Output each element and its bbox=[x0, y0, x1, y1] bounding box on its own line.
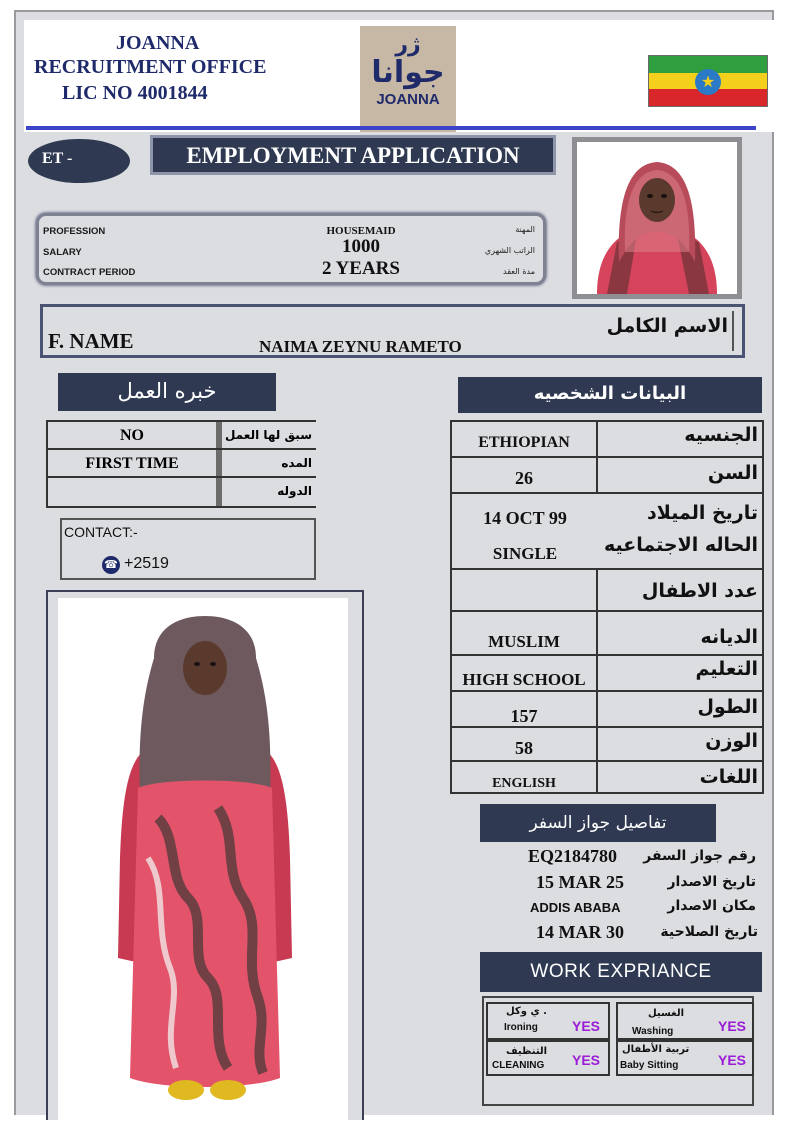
full-name-box bbox=[40, 304, 745, 358]
license-number: LIC NO 4001844 bbox=[62, 82, 208, 104]
et-reference-badge: ET - bbox=[28, 139, 130, 183]
skill-label-ar: تربية الأطفال bbox=[622, 1044, 690, 1055]
skill-status: YES bbox=[718, 1018, 747, 1034]
logo-mark: ژر bbox=[395, 32, 421, 57]
weight-label-ar: الوزن bbox=[705, 730, 758, 752]
personal-details-heading-ar: البيانات الشخصيه bbox=[458, 377, 762, 413]
languages-label-ar: اللغات bbox=[699, 766, 758, 788]
marital-status-value: SINGLE bbox=[492, 544, 558, 563]
experience-row bbox=[48, 478, 314, 506]
experience-heading-ar: خبره العمل bbox=[58, 373, 276, 411]
header-divider bbox=[26, 126, 756, 130]
full-body-illustration bbox=[58, 598, 348, 1120]
office-name-line1: JOANNA bbox=[116, 32, 200, 54]
height-label-ar: الطول bbox=[697, 696, 758, 718]
personal-row-education bbox=[452, 656, 762, 692]
passport-heading-ar: تفاصيل جواز السفر bbox=[480, 804, 716, 842]
experience-label-ar: سبق لها العمل bbox=[216, 422, 316, 448]
nationality-label-ar: الجنسيه bbox=[684, 424, 758, 446]
personal-row-height bbox=[452, 692, 762, 728]
salary-value: 1000 bbox=[342, 236, 380, 257]
marital-status-label-ar: الحاله الاجتماعيه bbox=[604, 534, 758, 556]
ethiopia-flag bbox=[648, 55, 768, 107]
birth-date-label-ar: تاريخ الميلاد bbox=[647, 502, 758, 524]
skill-status: YES bbox=[718, 1052, 747, 1068]
personal-row-birth-date bbox=[452, 494, 762, 530]
birth-date-value: 14 OCT 99 bbox=[483, 508, 567, 528]
contract-period-label: CONTRACT PERIOD bbox=[43, 267, 136, 278]
children-label-ar: عدد الاطفال bbox=[641, 580, 758, 602]
full-body-photo-frame bbox=[46, 590, 364, 1120]
education-label-ar: التعليم bbox=[695, 658, 758, 680]
contract-period-label-ar: مدة العقد bbox=[503, 267, 535, 276]
skill-cell-ironing bbox=[486, 1002, 610, 1040]
skill-label-ar: التنظيف bbox=[506, 1046, 548, 1057]
salary-label: SALARY bbox=[43, 247, 82, 258]
personal-row-weight bbox=[452, 728, 762, 762]
full-name-label-ar: الاسم الكامل bbox=[606, 315, 728, 337]
portrait-photo bbox=[577, 142, 737, 294]
experience-value: FIRST TIME bbox=[85, 455, 179, 472]
full-name-label: F. NAME bbox=[48, 329, 134, 353]
skill-label-en: Ironing bbox=[504, 1022, 538, 1033]
passport-expiry-date-value: 14 MAR 30 bbox=[536, 922, 624, 942]
portrait-illustration bbox=[577, 142, 737, 294]
full-body-photo bbox=[58, 598, 348, 1120]
logo-arabic-text: جوانا bbox=[371, 55, 445, 90]
employment-application-title: EMPLOYMENT APPLICATION bbox=[150, 135, 556, 175]
name-separator bbox=[732, 311, 734, 351]
age-label-ar: السن bbox=[707, 462, 758, 484]
experience-table bbox=[46, 420, 316, 508]
header-band bbox=[24, 20, 774, 132]
skill-label-en: Baby Sitting bbox=[620, 1060, 679, 1071]
job-details-box bbox=[36, 213, 546, 285]
height-value: 157 bbox=[452, 692, 598, 726]
contact-box bbox=[60, 518, 316, 580]
skill-cell-cleaning bbox=[486, 1040, 610, 1076]
experience-row bbox=[48, 450, 314, 478]
languages-value: ENGLISH bbox=[452, 762, 598, 794]
personal-row-languages bbox=[452, 762, 762, 794]
full-name-value: NAIMA ZEYNU RAMETO bbox=[259, 337, 462, 356]
passport-number-value: EQ2184780 bbox=[528, 846, 618, 866]
passport-number-label-ar: رقم جواز السفر bbox=[643, 848, 756, 864]
children-value bbox=[452, 570, 598, 610]
skill-label-ar: ي وكل . bbox=[506, 1006, 547, 1017]
office-name-line2: RECRUITMENT OFFICE bbox=[34, 56, 267, 78]
salary-label-ar: الراتب الشهري bbox=[484, 246, 535, 255]
portrait-photo-frame bbox=[572, 137, 742, 299]
personal-details-table bbox=[450, 420, 764, 794]
nationality-value: ETHIOPIAN bbox=[452, 422, 598, 456]
phone-icon: ☎ bbox=[102, 556, 120, 574]
passport-issue-place-value: ADDIS ABABA bbox=[530, 900, 621, 915]
flag-emblem-icon: ★ bbox=[695, 69, 721, 95]
personal-row-children bbox=[452, 570, 762, 612]
application-sheet bbox=[14, 10, 774, 1115]
skill-status: YES bbox=[572, 1018, 601, 1034]
profession-label-ar: المهنة bbox=[515, 225, 535, 234]
experience-label-ar: الدوله bbox=[216, 478, 316, 506]
profession-label: PROFESSION bbox=[43, 226, 106, 237]
personal-row-religion bbox=[452, 612, 762, 656]
contract-period-value: 2 YEARS bbox=[322, 258, 400, 279]
education-value: HIGH SCHOOL bbox=[452, 656, 598, 690]
passport-issue-date-label-ar: تاريخ الاصدار bbox=[667, 874, 756, 890]
logo-english-text: JOANNA bbox=[376, 91, 440, 108]
personal-row-nationality bbox=[452, 422, 762, 458]
work-skills-box bbox=[482, 996, 754, 1106]
religion-label-ar: الديانه bbox=[700, 626, 758, 648]
personal-row-marital-status bbox=[452, 530, 762, 570]
contact-phone: +2519 bbox=[124, 555, 169, 572]
skill-status: YES bbox=[572, 1052, 601, 1068]
experience-row bbox=[48, 422, 314, 450]
profession-value: HOUSEMAID bbox=[326, 225, 396, 237]
passport-issue-date-value: 15 MAR 25 bbox=[536, 872, 624, 892]
skill-label-en: Washing bbox=[632, 1026, 674, 1037]
age-value: 26 bbox=[452, 458, 598, 492]
experience-label-ar: المده bbox=[216, 450, 316, 476]
religion-value: MUSLIM bbox=[452, 612, 598, 654]
personal-row-age bbox=[452, 458, 762, 494]
contact-label: CONTACT:- bbox=[64, 524, 138, 540]
skill-cell-baby-sitting bbox=[616, 1040, 754, 1076]
weight-value: 58 bbox=[452, 728, 598, 760]
work-experience-heading: WORK EXPRIANCE bbox=[480, 952, 762, 992]
experience-value: NO bbox=[120, 427, 144, 444]
passport-issue-place-label-ar: مكان الاصدار bbox=[667, 898, 756, 914]
passport-expiry-date-label-ar: تاريخ الصلاحية bbox=[660, 924, 758, 940]
skill-label-ar: الغسيل bbox=[648, 1008, 685, 1019]
joanna-logo bbox=[360, 26, 456, 132]
skill-label-en: CLEANING bbox=[492, 1060, 545, 1071]
skill-cell-washing bbox=[616, 1002, 754, 1040]
